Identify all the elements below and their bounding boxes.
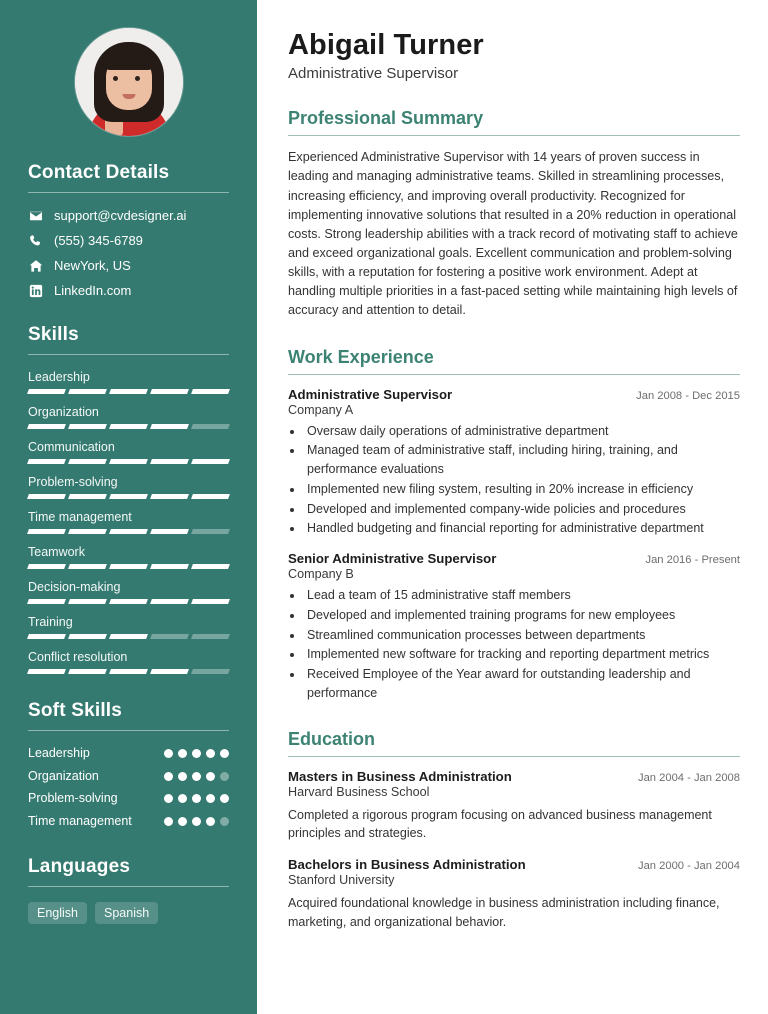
professional-summary-section [288,108,740,320]
degree-title: Bachelors in Business Administration [288,857,526,873]
skill-segment [68,529,107,534]
skill-item [28,440,229,464]
contact-item-location[interactable] [28,258,229,273]
skill-segment [27,564,66,569]
education-date-range: Jan 2004 - Jan 2008 [637,771,740,784]
education-entry [288,769,740,844]
work-experience-section [288,347,740,703]
soft-skill-item [28,769,229,785]
phone-icon [28,233,43,248]
home-icon [28,258,43,273]
work-experience-entry [288,387,740,539]
skill-segment [27,599,66,604]
skill-segment [191,389,230,394]
soft-skills-list [28,746,229,830]
languages-heading: Languages [28,855,131,877]
soft-skill-item [28,814,229,830]
skill-label: Leadership [28,370,90,384]
skill-segment [27,634,66,639]
professional-summary-text: Experienced Administrative Supervisor with 14 years of proven success in leading and managing administrative teams. Skilled in streamlining processes, increasing efficiency, and improving overall productivity. Recognized for implementing innovative solutions that resulted in a 20% reduction in operational costs. Strong leadership abilities with a track record of motivating staff to achieve and exceed organizational goals. Excellent communication and problem-solving skills, with a reputation for fostering a positive work environment. Adept at handling multiple priorities in a fast-paced setting while maintaining high levels of accuracy and attention to detail. [288,150,738,318]
skill-segment [109,494,148,499]
skill-item [28,615,229,639]
rating-dot [164,794,173,803]
contact-item-email[interactable] [28,208,229,223]
skill-segment [68,599,107,604]
skill-segment [191,529,230,534]
skill-segment [68,669,107,674]
contact-email-value: support@cvdesigner.ai [54,208,187,223]
skill-item [28,650,229,674]
skill-segment [68,634,107,639]
soft-skill-rating [164,769,229,781]
skill-segment [27,459,66,464]
responsibility-item: • Oversaw daily operations of administrative department [304,422,740,441]
rating-dot [192,794,201,803]
entry-header [288,551,740,566]
skill-item [28,405,229,429]
skill-label: Time management [28,510,132,524]
education-heading: Education [288,728,376,749]
contact-linkedin-value: LinkedIn.com [54,283,132,298]
skill-label: Problem-solving [28,475,118,489]
page-title: Abigail Turner [288,29,484,61]
skill-segment [109,599,148,604]
rating-dot [220,794,229,803]
responsibility-item: • Developed and implemented company-wide policies and procedures [304,500,740,519]
rating-dot [192,817,201,826]
skill-item [28,510,229,534]
skill-segment [27,424,66,429]
rating-dot [178,749,187,758]
skill-level-bar [28,634,229,639]
skill-segment [27,669,66,674]
skill-segment [150,599,189,604]
skill-segment [109,529,148,534]
rating-dot [164,772,173,781]
education-description: Completed a rigorous program focusing on advanced business management principles and strategies. [288,807,712,841]
job-position-title: Administrative Supervisor [288,386,453,402]
skill-segment [68,459,107,464]
skill-segment [109,389,148,394]
skill-segment [68,564,107,569]
rating-dot [192,749,201,758]
skill-segment [150,459,189,464]
skill-segment [109,634,148,639]
skill-label: Teamwork [28,545,85,559]
responsibility-item: • Implemented new software for tracking and reporting department metrics [304,645,740,664]
job-title: Administrative Supervisor [288,65,459,83]
responsibility-list [304,422,740,539]
soft-skill-rating [164,814,229,826]
languages-section [28,856,229,924]
education-entry [288,857,740,932]
soft-skill-item [28,746,229,762]
skill-item [28,475,229,499]
rating-dot [220,772,229,781]
divider [288,135,740,136]
skill-segment [150,669,189,674]
skill-segment [109,424,148,429]
soft-skill-label: Time management [28,813,132,828]
skill-label: Organization [28,405,99,419]
skill-level-bar [28,599,229,604]
languages-list [28,902,229,924]
skill-segment [150,494,189,499]
skill-segment [191,494,230,499]
skill-segment [68,389,107,394]
contact-phone-value: (555) 345-6789 [54,233,143,248]
skill-segment [191,669,230,674]
skill-segment [109,564,148,569]
skills-heading: Skills [28,324,79,345]
divider [28,730,229,731]
job-position-title: Senior Administrative Supervisor [288,551,497,567]
divider [288,374,740,375]
responsibility-item: • Lead a team of 15 administrative staff members [304,586,740,605]
skills-list [28,370,229,674]
education-date-range: Jan 2000 - Jan 2004 [637,860,740,873]
responsibility-item: • Received Employee of the Year award for outstanding leadership and performance [304,665,740,703]
skill-segment [109,459,148,464]
skill-segment [191,424,230,429]
job-date-range: Jan 2016 - Present [645,554,740,567]
skills-section [28,324,229,674]
entry-header [288,857,740,872]
company-name: Company B [288,567,354,582]
language-chip: Spanish [95,902,158,924]
rating-dot [220,749,229,758]
soft-skill-label: Leadership [28,746,90,760]
professional-summary-heading: Professional Summary [288,108,484,129]
contact-details-heading: Contact Details [28,162,170,183]
degree-title: Masters in Business Administration [288,768,512,784]
skill-segment [191,634,230,639]
skill-level-bar [28,529,229,534]
skill-level-bar [28,669,229,674]
rating-dot [164,817,173,826]
skill-segment [191,564,230,569]
rating-dot [206,749,215,758]
skill-item [28,545,229,569]
school-name: Stanford University [288,873,395,888]
skill-segment [68,424,107,429]
skill-segment [191,599,230,604]
work-experience-entry [288,551,740,703]
skill-item [28,370,229,394]
skill-segment [150,424,189,429]
avatar-container [28,28,229,136]
entry-header [288,769,740,784]
soft-skill-rating [164,791,229,803]
job-date-range: Jan 2008 - Dec 2015 [636,389,740,402]
soft-skill-label: Problem-solving [28,791,118,806]
rating-dot [192,772,201,781]
contact-details-section [28,162,229,298]
skill-level-bar [28,459,229,464]
skill-segment [150,389,189,394]
rating-dot [164,749,173,758]
soft-skills-heading: Soft Skills [28,700,123,721]
main-content [257,0,768,1014]
company-name: Company A [288,402,354,417]
skill-level-bar [28,494,229,499]
contact-location-value: NewYork, US [54,258,131,273]
skill-segment [27,494,66,499]
rating-dot [178,772,187,781]
work-experience-list [288,387,740,703]
responsibility-item: • Handled budgeting and financial reporting for administrative department [304,519,740,538]
responsibility-list [304,586,740,703]
skill-segment [150,634,189,639]
education-description: Acquired foundational knowledge in business administration including finance, marketing, and organizational behavior. [288,896,720,929]
responsibility-item: • Managed team of administrative staff, including hiring, training, and performance evaluations [304,441,740,479]
avatar [75,28,183,136]
education-section [288,729,740,932]
divider [288,756,740,757]
rating-dot [206,817,215,826]
skill-label: Training [28,615,73,629]
sidebar [0,0,257,1014]
divider [28,354,229,355]
rating-dot [178,794,187,803]
soft-skills-section [28,700,229,830]
responsibility-item: • Streamlined communication processes between departments [304,626,740,645]
rating-dot [220,817,229,826]
skill-label: Decision-making [28,580,121,594]
skill-label: Conflict resolution [28,650,128,664]
entry-header [288,387,740,402]
rating-dot [206,772,215,781]
divider [28,886,229,887]
rating-dot [178,817,187,826]
responsibility-item: • Implemented new filing system, resulting in 20% increase in efficiency [304,480,740,499]
contact-item-phone[interactable] [28,233,229,248]
skill-level-bar [28,424,229,429]
skill-segment [68,494,107,499]
contact-list [28,208,229,298]
education-list [288,769,740,932]
skill-segment [27,529,66,534]
skill-level-bar [28,389,229,394]
soft-skill-item [28,791,229,807]
skill-segment [150,529,189,534]
soft-skill-rating [164,746,229,758]
responsibility-item: • Developed and implemented training programs for new employees [304,606,740,625]
skill-segment [150,564,189,569]
skill-segment [109,669,148,674]
work-experience-heading: Work Experience [288,346,434,367]
envelope-icon [28,208,43,223]
skill-item [28,580,229,604]
linkedin-icon [28,283,43,298]
school-name: Harvard Business School [288,784,430,799]
rating-dot [206,794,215,803]
contact-item-linkedin[interactable] [28,283,229,298]
skill-segment [191,459,230,464]
language-chip: English [28,902,87,924]
skill-segment [27,389,66,394]
divider [28,192,229,193]
skill-level-bar [28,564,229,569]
skill-label: Communication [28,440,115,454]
soft-skill-label: Organization [28,768,99,783]
